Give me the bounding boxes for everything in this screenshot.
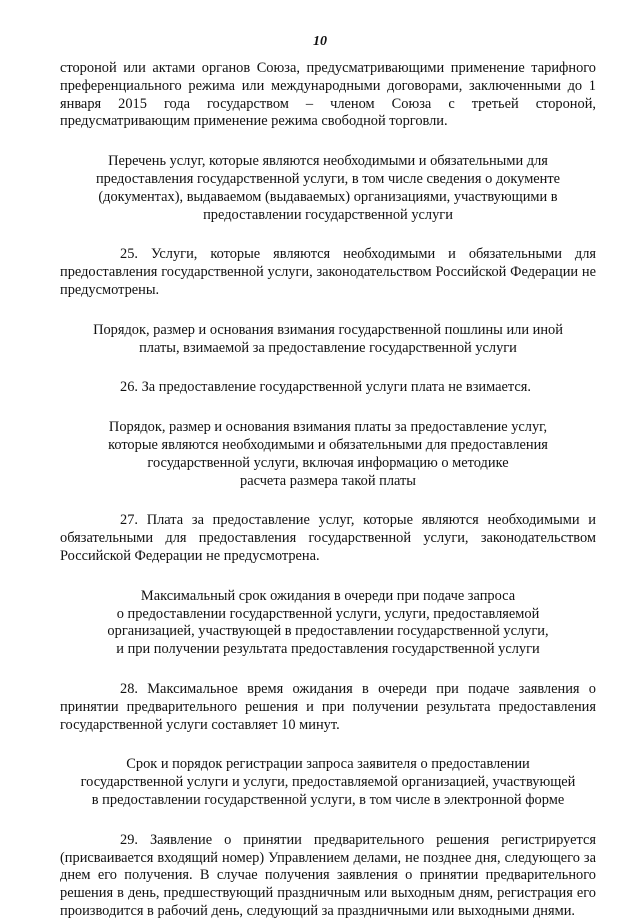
section-heading-waiting-time: Максимальный срок ожидания в очереди при подаче запроса о предоставлении государственной услуги, услуги, предоставляемой организацией, участвующей в предоставлении государственной услуги, и при получении результата предоставления государственной услуги [107, 587, 549, 658]
page-number: 10 [313, 34, 327, 49]
section-heading-fee-calculation: Порядок, размер и основания взимания платы за предоставление услуг, которые являются необходимыми и обязательными для предоставления государственной услуги, включая информацию о методике расчета размера такой платы [108, 419, 548, 489]
paragraph-27: 27. Плата за предоставление услуг, которые являются необходимыми и обязательными для предоставления государственной услуги, законодательством Российской Федерации не предусмотрена. [60, 512, 596, 564]
paragraph-25: 25. Услуги, которые являются необходимыми и обязательными для предоставления государственной услуги, законодательством Российской Федерации не предусмотрены. [60, 246, 596, 298]
section-heading-registration: Срок и порядок регистрации запроса заявителя о предоставлении государственной услуги и услуги, предоставляемой организацией, участвующей в предоставлении государственной услуги, в том числе в электронной форме [80, 756, 576, 808]
paragraph-29: 29. Заявление о принятии предварительного решения регистрируется (присваивается входящий номер) Управлением делами, не позднее дня, следующего за днем его получения. В случае получения заявления о принятии предварительного решения в день, предшествующий праздничным или выходным дням, регистрация его производится в рабочий день, следующий за праздничными или выходными днями. [60, 831, 596, 919]
paragraph-continuation: стороной или актами органов Союза, предусматривающими применение тарифного преференциального режима или международными договорами, заключенными до 1 января 2015 года государством – членом Союза с третьей стороной, предусматривающим применение режима свободной торговли. [60, 60, 596, 130]
document-content [60, 60, 596, 921]
paragraph-28: 28. Максимальное время ожидания в очереди при подаче заявления о принятии предварительного решения и при получении результата предоставления государственной услуги составляет 10 минут. [60, 680, 596, 733]
section-heading-services-list: Перечень услуг, которые являются необходимыми и обязательными для предоставления государственной услуги, в том числе сведения о документе (документах), выдаваемом (выдаваемых) организациями, участвующими в предоставлении государственной услуги [95, 153, 561, 223]
section-heading-state-fee: Порядок, размер и основания взимания государственной пошлины или иной платы, взимаемой за предоставление государственной услуги [93, 321, 563, 356]
paragraph-26: 26. За предоставление государственной услуги плата не взимается. [120, 379, 531, 396]
